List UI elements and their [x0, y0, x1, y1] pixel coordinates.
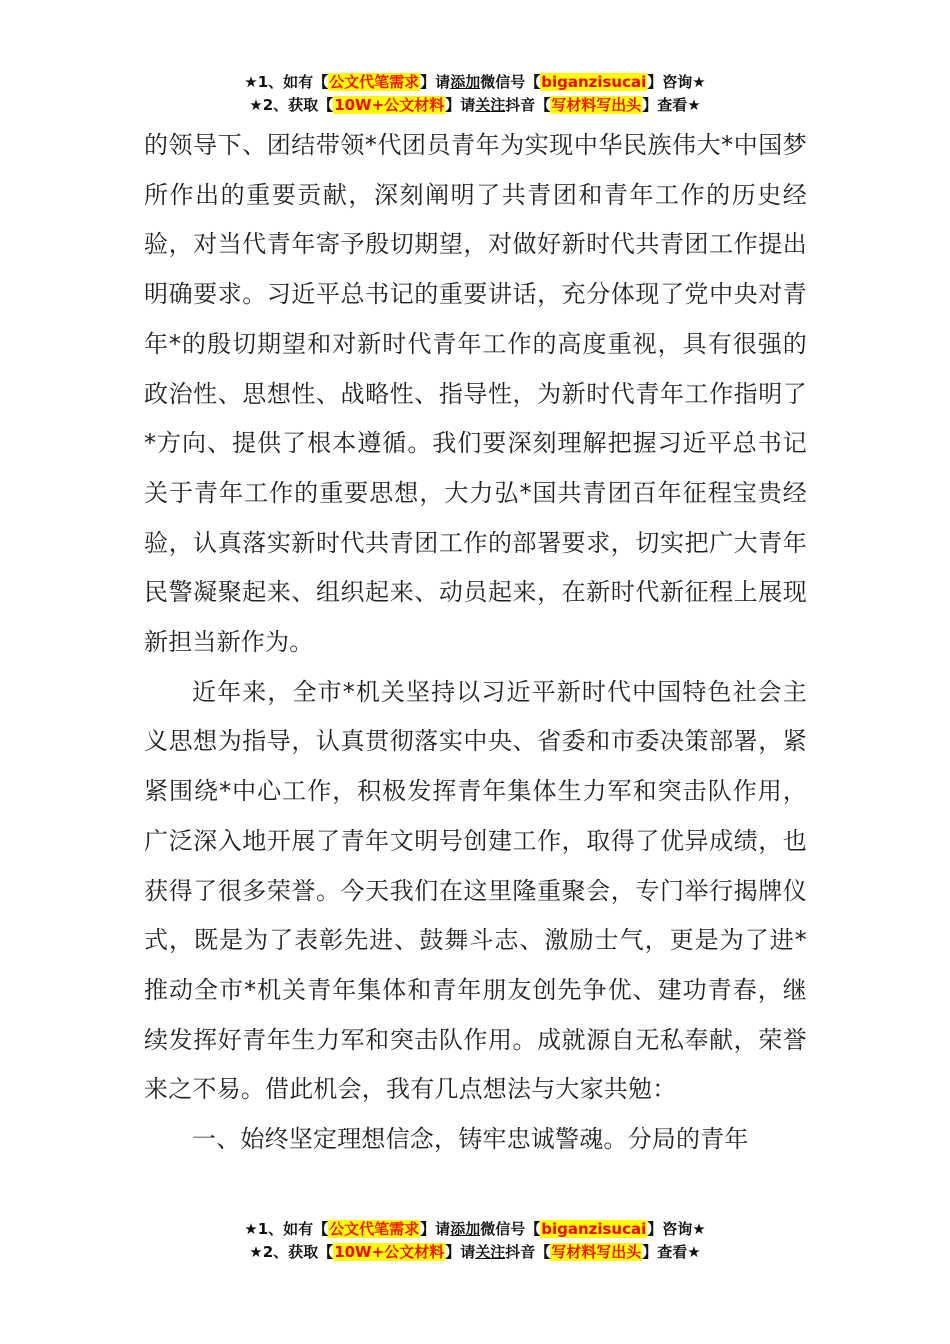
promo-text: 微信号【	[480, 73, 541, 91]
promo-text: 抖音【	[505, 1243, 551, 1261]
section-heading-1: 一、始终坚定理想信念，铸牢忠诚警魂。分局的青年	[192, 1125, 749, 1154]
promo-underlined: 关注	[475, 96, 506, 114]
body-paragraph-1: 的领导下、团结带领*代团员青年为实现中华民族伟大*中国梦所作出的重要贡献，深刻阐明了共青团和青年工作的历史经验，对当代青年寄予殷切期望，对做好新时代共青团工作提出明确要求。习近平总书记的重要讲话，充分体现了党中央对青年*的殷切期望和对新时代青年工作的高度重视，具有很强的政治性、思想性、战略性、指导性，为新时代青年工作指明了*方向、提供了根本遵循。我们要深刻理解把握习近平总书记关于青年工作的重要思想，大力弘*国共青团百年征程宝贵经验，认真落实新时代共青团工作的部署要求，切实把广大青年民警凝聚起来、组织起来、动员起来，在新时代新征程上展现新担当新作为。	[144, 131, 807, 657]
promo-text: 】咨询★	[647, 73, 706, 91]
promo-text: 】请	[445, 96, 476, 114]
promo-line-1	[0, 71, 950, 94]
promo-highlight: 10W+公文材料	[334, 96, 445, 114]
document-body	[144, 121, 807, 1165]
promo-highlight: biganzisucai	[541, 1220, 647, 1238]
promo-highlight: 公文代笔需求	[329, 73, 420, 91]
promo-text: 】请	[420, 1220, 451, 1238]
promo-text: ★2、获取【	[249, 96, 334, 114]
promo-text: ★1、如有【	[244, 1220, 329, 1238]
promo-text: 】咨询★	[647, 1220, 706, 1238]
promo-text: 】请	[445, 1243, 476, 1261]
promo-text: 抖音【	[505, 96, 551, 114]
header-promo-banner	[0, 71, 950, 117]
promo-highlight: 10W+公文材料	[334, 1243, 445, 1261]
promo-underlined: 添加	[450, 1220, 481, 1238]
promo-text: 微信号【	[480, 1220, 541, 1238]
promo-text: 】请	[420, 73, 451, 91]
body-paragraph-2: 近年来，全市*机关坚持以习近平新时代中国特色社会主义思想为指导，认真贯彻落实中央、省委和市委决策部署，紧紧围绕*中心工作，积极发挥青年集体生力军和突击队作用，广泛深入地开展了青年文明号创建工作，取得了优异成绩，也获得了很多荣誉。今天我们在这里隆重聚会，专门举行揭牌仪式，既是为了表彰先进、鼓舞斗志、激励士气，更是为了进*推动全市*机关青年集体和青年朋友创先争优、建功青春，继续发挥好青年生力军和突击队作用。成就源自无私奉献，荣誉来之不易。借此机会，我有几点想法与大家共勉：	[144, 677, 807, 1104]
promo-text: 】查看★	[642, 1243, 701, 1261]
promo-underlined: 添加	[450, 73, 481, 91]
promo-highlight: 写材料写出头	[551, 1243, 642, 1261]
promo-line-2	[0, 94, 950, 117]
promo-highlight: 写材料写出头	[551, 96, 642, 114]
promo-line-1	[0, 1218, 950, 1241]
promo-text: ★2、获取【	[249, 1243, 334, 1261]
promo-text: 】查看★	[642, 96, 701, 114]
promo-text: ★1、如有【	[244, 73, 329, 91]
promo-highlight: biganzisucai	[541, 73, 647, 91]
promo-line-2	[0, 1241, 950, 1264]
promo-highlight: 公文代笔需求	[329, 1220, 420, 1238]
promo-underlined: 关注	[475, 1243, 506, 1261]
footer-promo-banner	[0, 1218, 950, 1264]
